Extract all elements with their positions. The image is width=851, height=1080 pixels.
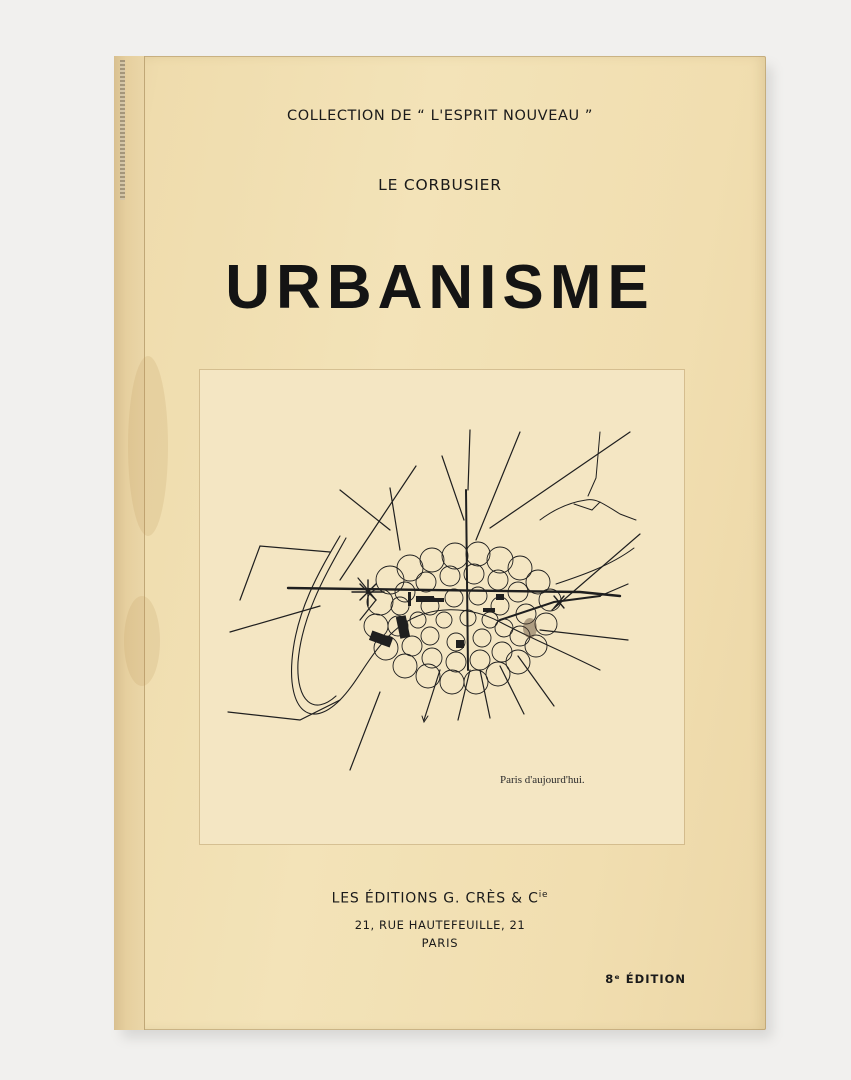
book-cover (114, 56, 766, 1030)
publisher-city: PARIS (421, 936, 459, 950)
paper-stain (124, 596, 160, 686)
publisher-superscript: ie (538, 890, 549, 900)
building-blocks (369, 592, 504, 648)
hill-drawing (540, 500, 636, 520)
book-title: URBANISME (225, 253, 655, 322)
book-spine (114, 56, 145, 1030)
edition-label: 8ᵉ ÉDITION (605, 972, 686, 986)
city-cluster (364, 542, 561, 694)
river (292, 536, 600, 714)
paper-stain (128, 356, 168, 536)
collection-line: COLLECTION DE “ L'ESPRIT NOUVEAU ” (286, 108, 594, 124)
author-name: LE CORBUSIER (378, 176, 502, 194)
publisher-address: 21, RUE HAUTEFEUILLE, 21 (354, 918, 526, 932)
publisher-name (114, 890, 766, 907)
publisher-main: LES ÉDITIONS G. CRÈS & C (331, 890, 539, 907)
paris-map-illustration (200, 370, 684, 844)
plate-caption: Paris d'aujourd'hui. (500, 774, 585, 786)
map-plate (200, 370, 684, 844)
